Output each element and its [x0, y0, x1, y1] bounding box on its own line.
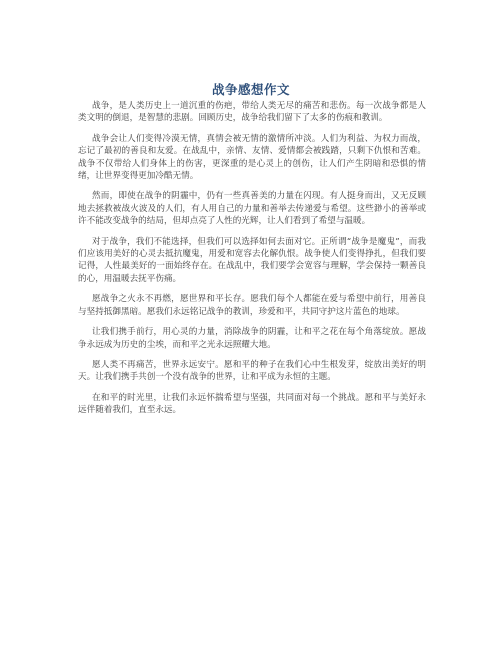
paragraph-2: 战争会让人们变得冷漠无情，真情会被无情的激情所冲淡。人们为利益、为权力而战，忘记了最初的善良和友爱。在战乱中，亲情、友情、爱情都会被践踏，只剩下仇恨和苦难。战争不仅带给人们身体上的伤害，更深重的是心灵上的创伤，让人们产生阴暗和恐惧的情绪，让世界变得更加冷酷无情。: [78, 133, 426, 182]
paragraph-8: 在和平的时光里，让我们永远怀揣希望与坚强，共同面对每一个挑战。愿和平与美好永远伴随着我们，直至永远。: [78, 392, 426, 416]
paragraph-1: 战争，是人类历史上一道沉重的伤疤，带给人类无尽的痛苦和悲伤。每一次战争都是人类文明的倒退，是智慧的悲剧。回顾历史，战争给我们留下了太多的伤痕和教训。: [78, 101, 426, 124]
paragraph-7: 愿人类不再痛苦，世界永远安宁。愿和平的种子在我们心中生根发芽，绽放出美好的明天。让我们携手共创一个没有战争的世界，让和平成为永恒的主题。: [78, 359, 426, 383]
document-body: [78, 100, 426, 425]
paragraph-4: 对于战争，我们不能选择，但我们可以选择如何去面对它。正所谓“战争是魔鬼”，而我们应该用美好的心灵去抵抗魔鬼，用爱和宽容去化解仇恨。战争使人们变得挣扎，但我们要记得，人性最美好的一面始终存在。在战乱中，我们要学会宽容与理解，学会保持一颗善良的心，用温暖去抚平伤痛。: [78, 236, 426, 284]
paragraph-3: 然而，即使在战争的阴霾中，仍有一些真善美的力量在闪现。有人挺身而出，又无反顾地去拯救被战火波及的人们，有人用自己的力量和善举去传递爱与希望。这些渺小的善举或许不能改变战争的结局，但却点亮了人性的光辉，让人们看到了希望与温暖。: [78, 191, 426, 227]
paragraph-6: 让我们携手前行，用心灵的力量，消除战争的阴霾，让和平之花在每个角落绽放。愿战争永远成为历史的尘埃，而和平之光永远照耀大地。: [78, 327, 426, 350]
paragraph-5: 愿战争之火永不再燃，愿世界和平长存。愿我们每个人都能在爱与希望中前行，用善良与坚持抵御黑暗。愿我们永远铭记战争的教训，珍爱和平，共同守护这片蓝色的地球。: [78, 294, 426, 317]
document-title: 战争感想作文: [211, 82, 290, 97]
